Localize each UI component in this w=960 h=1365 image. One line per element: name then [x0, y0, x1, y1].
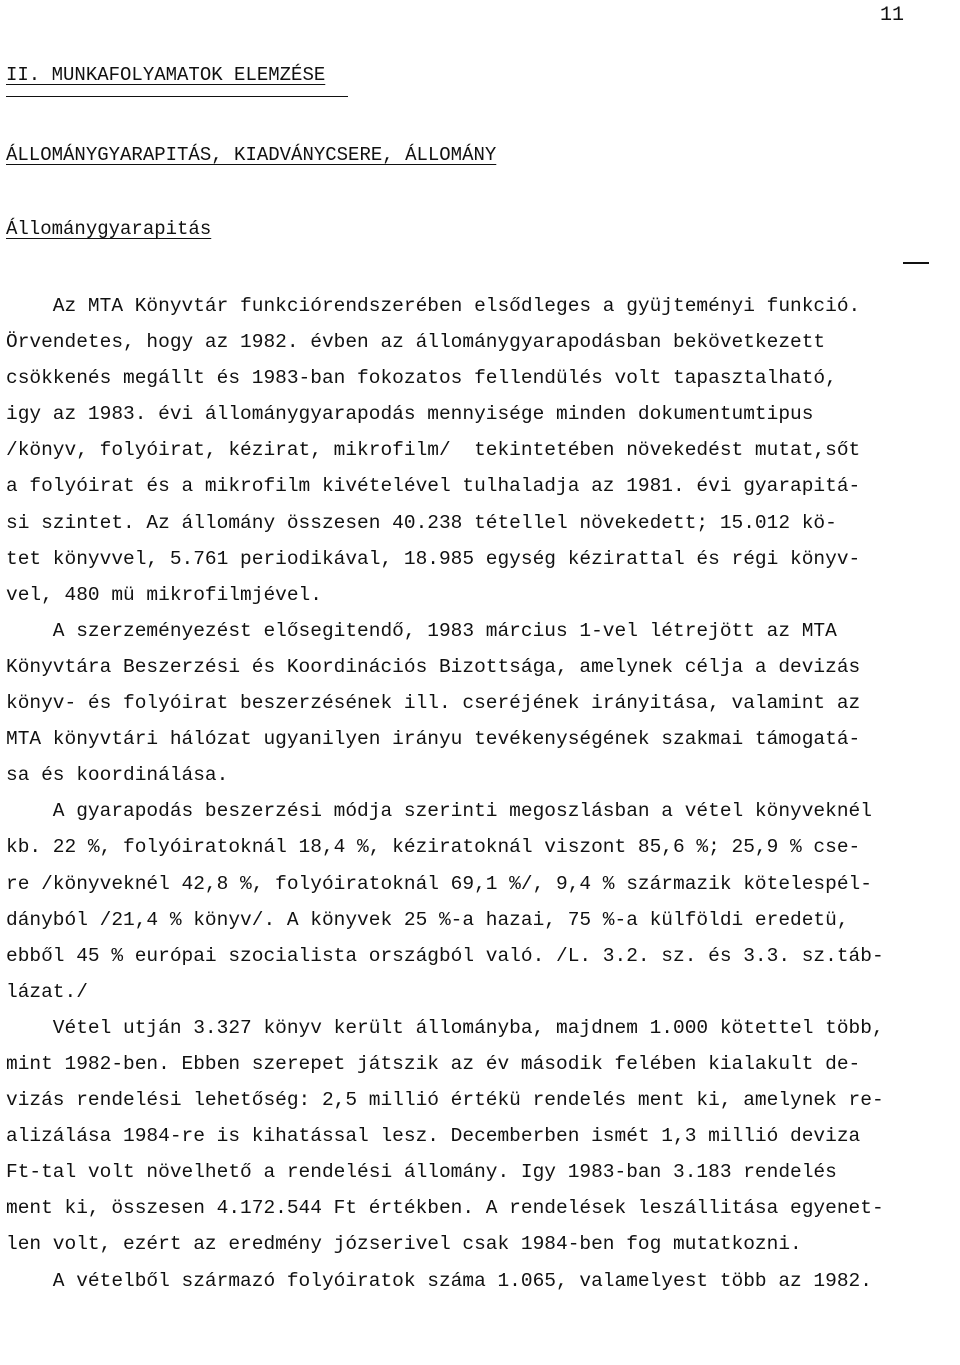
chapter-heading: II. MUNKAFOLYAMATOK ELEMZÉSE: [6, 64, 326, 86]
text-line: Vétel utján 3.327 könyv került állományba, majdnem 1.000 kötettel több,: [6, 1016, 884, 1039]
margin-dash: [903, 262, 929, 264]
text-line: dányból /21,4 % könyv/. A könyvek 25 %-a hazai, 75 %-a külföldi eredetü,: [6, 908, 849, 931]
text-line: Könyvtára Beszerzési és Koordinációs Bizottsága, amelynek célja a devizás: [6, 655, 861, 678]
text-line: sa és koordinálása.: [6, 764, 229, 787]
text-line: kb. 22 %, folyóiratoknál 18,4 %, kéziratoknál viszont 85,6 %; 25,9 % cse-: [6, 836, 861, 859]
text-line: MTA könyvtári hálózat ugyanilyen irányu tevékenységének szakmai támogatá-: [6, 728, 861, 751]
text-line: si szintet. Az állomány összesen 40.238 tétellel növekedett; 15.012 kö-: [6, 511, 837, 534]
subsection-heading: Állománygyarapitás: [6, 218, 212, 240]
text-line: vel, 480 mü mikrofilmjével.: [6, 583, 322, 606]
page-number: 11: [880, 4, 905, 27]
text-line: A szerzeményezést elősegitendő, 1983 március 1-vel létrejött az MTA: [6, 619, 837, 642]
text-line: A vételből származó folyóiratok száma 1.065, valamelyest több az 1982.: [6, 1269, 872, 1292]
text-line: a folyóirat és a mikrofilm kivételével tulhaladja az 1981. évi gyarapitá-: [6, 475, 861, 498]
text-line: lázat./: [6, 980, 88, 1003]
text-line: vizás rendelési lehetőség: 2,5 millió értékü rendelés ment ki, amelynek re-: [6, 1089, 884, 1112]
section-heading: ÁLLOMÁNYGYARAPITÁS, KIADVÁNYCSERE, ÁLLOMÁNY: [6, 144, 497, 166]
text-line: A gyarapodás beszerzési módja szerinti megoszlásban a vétel könyveknél: [6, 800, 872, 823]
text-line: Ft-tal volt növelhető a rendelési állomány. Igy 1983-ban 3.183 rendelés: [6, 1161, 837, 1184]
text-line: ment ki, összesen 4.172.544 Ft értékben. A rendelések leszállitása egyenet-: [6, 1197, 884, 1220]
text-line: csökkenés megállt és 1983-ban fokozatos fellendülés volt tapasztalható,: [6, 367, 837, 390]
text-line: mint 1982-ben. Ebben szerepet játszik az év második felében kialakult de-: [6, 1052, 861, 1075]
text-line: tet könyvvel, 5.761 periodikával, 18.985 egység kézirattal és régi könyv-: [6, 547, 861, 570]
text-line: alizálása 1984-re is kihatással lesz. Decemberben ismét 1,3 millió deviza: [6, 1125, 861, 1148]
text-line: /könyv, folyóirat, kézirat, mikrofilm/ tekintetében növekedést mutat,sőt: [6, 439, 861, 462]
heading-rule: [6, 96, 348, 97]
text-line: len volt, ezért az eredmény józserivel csak 1984-ben fog mutatkozni.: [6, 1233, 802, 1256]
text-line: re /könyveknél 42,8 %, folyóiratoknál 69,1 %/, 9,4 % származik kötelespél-: [6, 872, 872, 895]
text-line: ebből 45 % európai szocialista országból való. /L. 3.2. sz. és 3.3. sz.táb-: [6, 944, 884, 967]
text-line: könyv- és folyóirat beszerzésének ill. cseréjének irányitása, valamint az: [6, 692, 861, 715]
text-line: Örvendetes, hogy az 1982. évben az állománygyarapodásban bekövetkezett: [6, 331, 826, 354]
text-line: Az MTA Könyvtár funkciórendszerében elsődleges a gyüjteményi funkció.: [6, 295, 861, 317]
text-line: igy az 1983. évi állománygyarapodás mennyisége minden dokumentumtipus: [6, 403, 814, 426]
body-text: [6, 288, 926, 1299]
